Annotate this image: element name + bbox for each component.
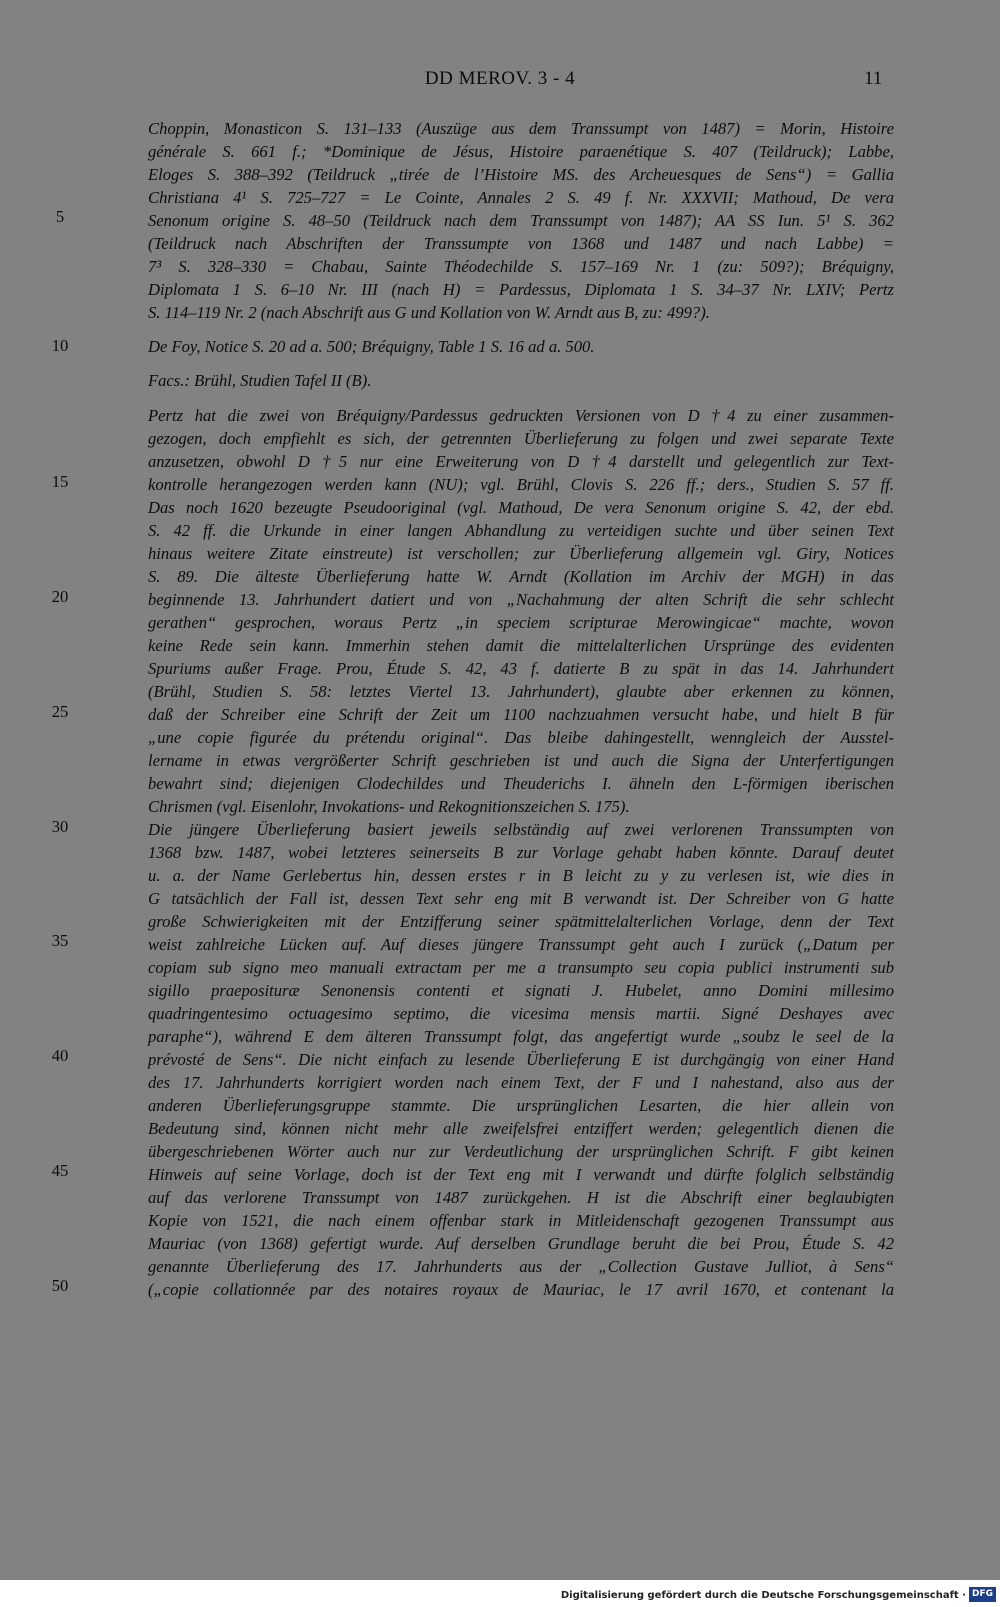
line-number: 50: [51, 1276, 69, 1295]
text-line: Choppin, Monasticon S. 131–133 (Auszüge aus dem Transsumpt von 1487) = Morin, Histoire: [148, 119, 894, 138]
text-line: gezogen, doch empfiehlt es sich, der getrennten Überlieferung zu folgen und zwei separate Texte: [148, 429, 894, 448]
text-line: quadringentesimo octuagesimo septimo, die vicesima mensis martii. Signé Deshayes avec: [148, 1004, 894, 1023]
text-line: daß der Schreiber eine Schrift der Zeit um 1100 nachzuahmen versucht habe, und hielt B für: [148, 705, 894, 724]
text-line: prévosté de Sens“. Die nicht einfach zu lesende Überlieferung E ist durchgängig von einer Hand: [148, 1050, 894, 1069]
text-line: „une copie figurée du prétendu original“. Das bleibe dahingestellt, wenngleich der Ausstel-: [148, 728, 894, 747]
text-line: Pertz hat die zwei von Bréquigny/Pardessus gedruckten Versionen von D †4 zu einer zusammen-: [148, 406, 894, 425]
line-number: 45: [51, 1161, 69, 1180]
text-line: copiam sub signo meo manuali extractam per me a transumpto seu copia publici instrumenti sub: [148, 958, 894, 977]
text-line: Kopie von 1521, die nach einem offenbar stark in Mitleidenschaft gezogenen Transsumpt aus: [148, 1211, 894, 1230]
text-line: Christiana 4¹ S. 725–727 = Le Cointe, Annales 2 S. 49 f. Nr. XXXVII; Mathoud, De vera: [148, 188, 894, 207]
text-line: Senonum origine S. 48–50 (Teildruck nach dem Transsumpt von 1487); AA SS Iun. 5¹ S. 362: [148, 211, 894, 230]
text-line: Eloges S. 388–392 (Teildruck „tirée de l’Histoire MS. des Archeuesques de Sens“) = Gallia: [148, 165, 894, 184]
text-line: beginnende 13. Jahrhundert datiert und von „Nachahmung der alten Schrift die sehr schlecht: [148, 590, 894, 609]
line-number: 5: [55, 207, 65, 226]
text-line: Bedeutung sind, können nicht mehr alle zweifelsfrei entziffert werden; gelegentlich dienen die: [148, 1119, 894, 1138]
text-line: Mauriac (von 1368) gefertigt wurde. Auf derselben Grundlage beruht die bei Prou, Étude S. 42: [148, 1234, 894, 1253]
text-line: 1368 bzw. 1487, wobei letzteres seinerseits B zur Vorlage gehabt haben könnte. Darauf deutet: [148, 843, 894, 862]
text-line: des 17. Jahrhunderts korrigiert worden nach einem Text, der F und I nahestand, also aus der: [148, 1073, 894, 1092]
text-line: S. 114–119 Nr. 2 (nach Abschrift aus G und Kollation von W. Arndt aus B, zu: 499?).: [148, 303, 710, 322]
text-line: S. 42 ff. die Urkunde in einer langen Abhandlung zu verteidigen suchte und über seinen Text: [148, 521, 894, 540]
text-line: Diplomata 1 S. 6–10 Nr. III (nach H) = Pardessus, Diplomata 1 S. 34–37 Nr. LXIV; Pertz: [148, 280, 894, 299]
text-line: anzusetzen, obwohl D †5 nur eine Erweiterung von D †4 darstellt und gelegentlich zur Text-: [148, 452, 894, 471]
text-line: Chrismen (vgl. Eisenlohr, Invokations- und Rekognitionszeichen S. 175).: [148, 797, 630, 816]
footer-credit: Digitalisierung gefördert durch die Deutsche Forschungsgemeinschaft ·: [560, 1590, 966, 1601]
text-line: paraphe“), während E dem älteren Transsumpt folgt, das angefertigt wurde „soubz le seel de la: [148, 1027, 894, 1046]
page-number: 11: [864, 68, 883, 89]
line-number: 35: [51, 931, 69, 950]
text-line: 7³ S. 328–330 = Chabau, Sainte Théodechilde S. 157–169 Nr. 1 (zu: 509?); Bréquigny,: [148, 257, 894, 276]
text-line: übergeschriebenen Wörter auch nur zur Verdeutlichung der ursprünglichen Schrift. F gibt keinen: [148, 1142, 894, 1161]
text-line: Facs.: Brühl, Studien Tafel II (B).: [148, 371, 372, 390]
text-line: anderen Überlieferungsgruppe stammte. Die ursprünglichen Lesarten, die hier allein von: [148, 1096, 894, 1115]
text-line: Spuriums außer Frage. Prou, Étude S. 42, 43 f. datierte B zu spät in das 14. Jahrhundert: [148, 659, 894, 678]
line-number: 40: [51, 1046, 69, 1065]
text-line: G tatsächlich der Fall ist, dessen Text sehr eng mit B verwandt ist. Der Schreiber von G hatte: [148, 889, 894, 908]
text-line: gerathen“ gesprochen, woraus Pertz „in speciem scripturae Merowingicae“ machte, wovon: [148, 613, 894, 632]
line-number: 10: [51, 336, 69, 355]
text-line: (Brühl, Studien S. 58: letztes Viertel 13. Jahrhundert), glaubte aber erkennen zu können,: [148, 682, 894, 701]
text-line: S. 89. Die älteste Überlieferung hatte W. Arndt (Kollation im Archiv der MGH) in das: [148, 567, 894, 586]
text-line: hinaus weitere Zitate einstreute) ist verschollen; zur Überlieferung allgemein vgl. Giry, Notices: [148, 544, 894, 563]
text-line: u. a. der Name Gerlebertus hin, dessen erstes r in B leicht zu y zu verlesen ist, wie dies in: [148, 866, 894, 885]
text-line: kontrolle herangezogen werden kann (NU); vgl. Brühl, Clovis S. 226 ff.; ders., Studien S. 57 ff.: [148, 475, 894, 494]
text-line: Hinweis auf seine Vorlage, doch ist der Text eng mit I verwandt und dürfte folglich selbständig: [148, 1165, 894, 1184]
paragraph-commentary: [148, 404, 894, 1301]
paragraph-regesta: [148, 335, 894, 358]
text-line: auf das verlorene Transsumpt von 1487 zurückgehen. H ist die Abschrift einer beglaubigten: [148, 1188, 894, 1207]
text-line: keine Rede sein kann. Immerhin stehen damit die mittelalterlichen Ursprünge des evidenten: [148, 636, 894, 655]
dfg-logo-icon: DFG: [969, 1587, 996, 1602]
text-line: sigillo praeposituræ Senonensis contenti et signati J. Hubelet, anno Domini millesimo: [148, 981, 894, 1000]
line-number: 30: [51, 817, 69, 836]
paragraph-editions: [148, 117, 894, 324]
text-line: bewahrt sind; diejenigen Clodechildes und Theuderichs I. ähneln den L-förmigen iberischen: [148, 774, 894, 793]
line-number: 20: [51, 587, 69, 606]
text-line: Die jüngere Überlieferung basiert jeweils selbständig auf zwei verlorenen Transsumpten von: [148, 820, 894, 839]
line-number: 25: [51, 702, 69, 721]
text-line: genannte Überlieferung des 17. Jahrhunderts aus der „Collection Gustave Julliot, à Sens“: [148, 1257, 894, 1276]
text-line: weist zahlreiche Lücken auf. Auf dieses jüngere Transsumpt geht auch I zurück („Datum per: [148, 935, 894, 954]
text-line: Das noch 1620 bezeugte Pseudooriginal (vgl. Mathoud, De vera Senonum origine S. 42, der ebd.: [148, 498, 894, 517]
text-line: De Foy, Notice S. 20 ad a. 500; Bréquigny, Table 1 S. 16 ad a. 500.: [148, 337, 595, 356]
text-line: lername in etwas vergrößerter Schrift geschrieben ist und auch die Signa der Unterfertigungen: [148, 751, 894, 770]
running-header: DD MEROV. 3 - 4: [424, 68, 576, 89]
text-line: (Teildruck nach Abschriften der Transsumpte von 1368 und 1487 und nach Labbe) =: [148, 234, 894, 253]
text-line: („copie collationnée par des notaires royaux de Mauriac, le 17 avril 1670, et contenant la: [148, 1280, 894, 1299]
line-number: 15: [51, 472, 69, 491]
text-line: générale S. 661 f.; *Dominique de Jésus, Histoire paraenétique S. 407 (Teildruck); Labbe,: [148, 142, 894, 161]
text-line: große Schwierigkeiten mit der Entzifferung seiner spätmittelalterlichen Vorlage, denn der Text: [148, 912, 894, 931]
paragraph-facsimile: [148, 369, 894, 392]
